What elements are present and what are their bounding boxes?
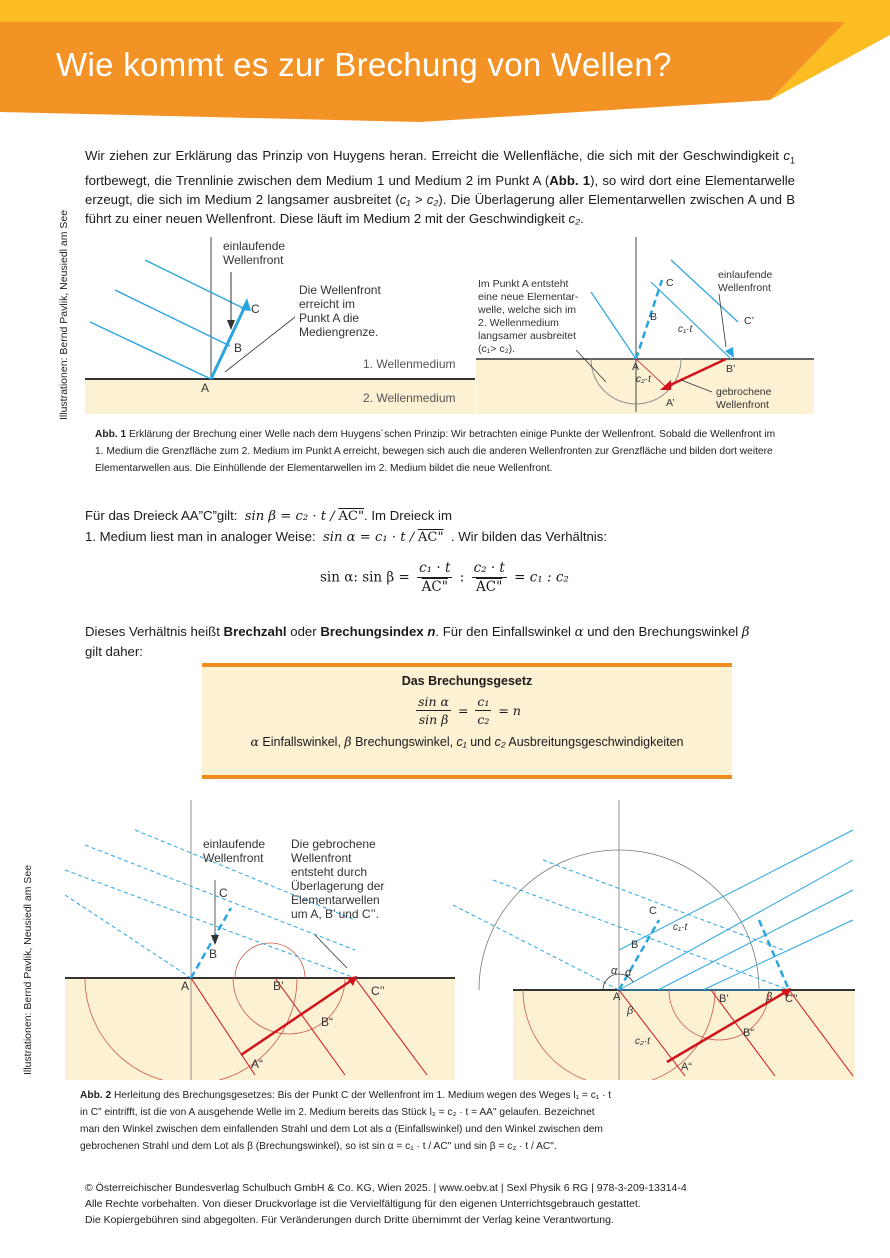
fig2-left-point-a: A [181,979,190,993]
fig2-left-point-bp: B’ [273,979,284,993]
fig1-right-label-point-5: langsamer ausbreitet [478,330,577,342]
fig2-left-label-refracted-1: Die gebrochene [291,837,376,851]
derivation-line-2: 1. Medium liest man in analoger Weise: sin α = c₁ · t / AC" . Wir bilden das Verhältnis: [85,529,607,545]
fig2-right-point-bp: B’ [719,993,729,1005]
fig1-right-label-refracted-2: Wellenfront [716,399,769,411]
figure2-caption: Abb. 2 Herleitung des Brechungsgesetzes: Bis der Punkt C der Wellenfront im 1. Medium wegen des Weges l₁ = c₁ · t in C” eintrifft, ist die von A ausgehende Welle im 2. Medium bereits das Stück l₂ = c₂ · t = AA" gelaufen. Bezeichnet man den Winkel zwischen dem einfallenden Strahl und dem Lot als α (Einfallswinkel) und den Winkel zwischen dem gebrochenen Strahl und dem Lot als β (Brechungswinkel), so ist sin α = c₁ · t / AC" und sin β = c₂ · t / AC". [80,1090,612,1152]
footer-rights: Alle Rechte vorbehalten. Von dieser Druckvorlage ist die Vervielfältigung für den eigenen Unterrichtsgebrauch gestattet. [85,1198,641,1210]
law-title: Das Brechungsgesetz [401,674,533,688]
intro-paragraph: Wir ziehen zur Erklärung das Prinzip von Huygens heran. Erreicht die Wellenfläche, die sich mit der Geschwindigkeit $c_1$ fortbewegt, die Trennlinie zwischen dem Medium 1 und Medium 2 im Punkt A (Abb. 1), so wird dort eine Elementarwelle erzeugt, die sich im Medium 2 langsamer ausbreitet (c₁ > c₂). Die Überlagerung aller Elementarwellen zwischen A und B führt zu einer neuen Wellenfront. Diese läuft im Medium 2 mit der Geschwindigkeit c₂. [85,148,796,226]
fig1-right-label-refracted-1: gebrochene [716,386,772,398]
fig1-right-point-bp: B’ [726,363,736,375]
fig1-left-label-incoming-1: einlaufende [223,239,286,253]
fig1-left-label-reached-3: Punkt A die [299,311,360,325]
fig2-right-point-app: A“ [681,1061,692,1073]
fig2-left-point-bpp: B“ [321,1015,333,1029]
derivation-line-4: gilt daher: [85,644,143,659]
fig1-right-c2t: c₂·t [636,374,651,385]
figure1-right [476,232,814,414]
figure1-left [85,232,475,414]
fig1-right-label-incoming-1: einlaufende [718,269,773,281]
fig1-right-label-point-3: welle, welche sich im [478,304,577,316]
fig2-left-label-refracted-5: Elementarwellen [291,893,380,907]
fig2-right-alpha-right: α [625,967,632,979]
refraction-law-box [202,666,732,776]
figure1-caption: Abb. 1 Erklärung der Brechung einer Welle nach dem Huygens´schen Prinzip: Wir betrachten einige Punkte der Wellenfront. Sobald die Wellenfront im 1. Medium die Grenzfläche zum 2. Medium im Punkt A erreicht, bewegen sich auch die anderen Wellenfronten zur Grenzfläche und bilden dort weitere Elementarwellen aus. Die Einhüllende der Elementarwellen im 2. Medium bildet die neue Wellenfront. [95,429,776,474]
fig2-right-point-a: A [613,991,621,1003]
footer [85,1180,687,1228]
fig1-right-point-cp: C’ [744,315,754,327]
fig2-left-point-c: C [219,886,228,900]
fig1-right-label-point-6: (c₁> c₂). [478,343,516,355]
fig2-left-label-incoming-1: einlaufende [203,837,266,851]
derivation-line-1: Für das Dreieck AA”C”gilt: sin β = c₂ · t / AC". Im Dreieck im [85,508,452,524]
law-legend: α Einfallswinkel, β Brechungswinkel, c₁ und c₂ Ausbreitungsgeschwindigkeiten [250,734,684,749]
fig1-right-label-incoming-2: Wellenfront [718,282,771,294]
fig1-left-label-reached-2: erreicht im [299,297,356,311]
fig2-left-label-refracted-3: entsteht durch [291,865,368,879]
fig1-left-point-a: A [201,381,210,395]
fig2-right-point-c: C [649,905,657,917]
fig2-right-beta-right: β [766,991,773,1003]
ratio-formula: sin α: sin β = $\frac{\text{c₁ · t}}{AC"}$ : $\frac{\text{c₂ · t}}{AC"}$ = c₁ : c₂ [320,560,569,595]
fig2-left-point-cpp: C’’ [371,984,385,998]
fig1-medium1-label: 1. Wellenmedium [363,357,456,371]
fig2-left-label-refracted-4: Überlagerung der [291,879,385,893]
fig1-medium2-label: 2. Wellenmedium [363,391,456,405]
fig1-right-point-ap: A’ [666,397,675,409]
figure2-left [65,800,455,1080]
fig2-left-label-refracted-6: um A, B’ und C’’. [291,907,380,921]
fig1-right-point-c: C [666,277,674,289]
fig2-right-c2t: c₂·t [635,1036,650,1047]
fig1-right-point-a: A [632,361,640,373]
fig2-right-alpha-left: α [611,965,618,977]
fig2-right-beta-left: β [627,1005,634,1017]
figure-ref: Abb. 1 [549,172,591,188]
fig1-left-label-reached-4: Mediengrenze. [299,325,379,339]
fig1-left-point-c: C [251,302,260,316]
illustration-credit-upper: Illustrationen: Bernd Pavlik, Neusiedl am See [58,209,70,420]
fig2-left-label-refracted-2: Wellenfront [291,851,352,865]
fig1-left-label-incoming-2: Wellenfront [223,253,284,267]
fig2-right-point-b: B [631,939,639,951]
fig2-left-point-app: A“ [251,1057,263,1071]
page-title: Wie kommt es zur Brechung von Wellen? [56,46,672,83]
footer-fees: Die Kopiergebühren sind abgegolten. Für Veränderungen durch Dritte übernimmt der Verlag keine Verantwortung. [85,1214,614,1226]
fig2-left-label-incoming-2: Wellenfront [203,851,264,865]
fig1-left-label-reached-1: Die Wellenfront [299,283,381,297]
illustration-credit-lower: Illustrationen: Bernd Pavlik, Neusiedl am See [22,864,34,1075]
fig2-left-point-b: B [209,947,218,961]
fig1-right-label-point-1: Im Punkt A entsteht [478,278,569,290]
footer-copyright: © Österreichischer Bundesverlag Schulbuch GmbH & Co. KG, Wien 2025. | www.oebv.at | Sexl Physik 6 RG | 978-3-209-13314-4 [85,1182,687,1194]
fig1-right-label-point-2: eine neue Elementar- [478,291,579,303]
fig1-left-point-b: B [234,341,243,355]
fig1-right-point-b: B [650,311,658,323]
fig2-right-point-bpp: B“ [743,1027,754,1039]
fig1-right-label-point-4: 2. Wellenmedium [478,317,559,329]
fig2-right-c1t: c₁·t [673,922,688,933]
fig1-right-c1t: c₁·t [678,324,693,335]
fig2-right-point-cpp: C’’ [785,993,798,1005]
law-formula: $\frac{\text{sin α}}{\text{sin β}}$ = $\frac{\text{c₁}}{\text{c₂}}$ = n [418,694,521,727]
figure2-right [453,800,855,1080]
derivation-line-3: Dieses Verhältnis heißt Brechzahl oder Brechungsindex n. Für den Einfallswinkel α und den Brechungswinkel β [85,624,750,640]
